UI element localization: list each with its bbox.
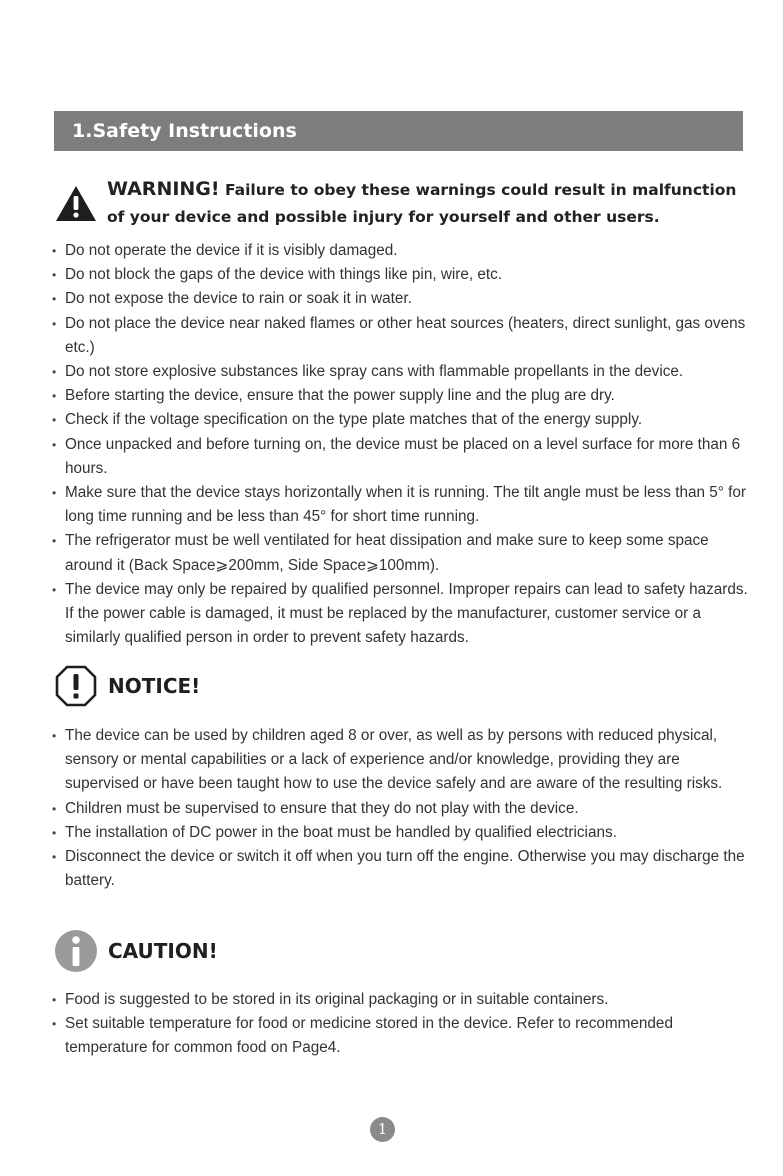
- list-item: • The installation of DC power in the boat must be handled by qualified electricians.: [52, 821, 757, 845]
- list-item: • The device can be used by children aged 8 or over, as well as by persons with reduced physical, sensory or mental capabilities or a lack of experience and/or knowledge, providing they are supervised or have been taught how to use the device safely and are aware of the resulting risks.: [52, 724, 757, 797]
- warning-triangle-icon: [55, 185, 97, 222]
- warning-description: Failure to obey these warnings could result in malfunction of your device and possible injury for yourself and other users.: [107, 181, 737, 226]
- section-title: 1.Safety Instructions: [54, 111, 743, 151]
- page-number: 1: [370, 1117, 395, 1142]
- list-item: • Make sure that the device stays horizontally when it is running. The tilt angle must be less than 5° for long time running and be less than 45° for short time running.: [52, 481, 757, 529]
- exclamation-icon: [54, 664, 98, 708]
- notice-header: [54, 664, 200, 708]
- list-item: • Disconnect the device or switch it off when you turn off the engine. Otherwise you may discharge the battery.: [52, 845, 757, 893]
- caution-header: [54, 929, 218, 973]
- list-item: • Set suitable temperature for food or medicine stored in the device. Refer to recommended temperature for common food on Page4.: [52, 1012, 757, 1060]
- list-item: • Do not store explosive substances like spray cans with flammable propellants in the device.: [52, 360, 757, 384]
- list-item: • Do not expose the device to rain or soak it in water.: [52, 287, 757, 311]
- notice-label: NOTICE!: [108, 674, 201, 698]
- caution-list: [52, 988, 757, 1061]
- caution-label: CAUTION!: [108, 939, 218, 963]
- list-item: • Check if the voltage specification on the type plate matches that of the energy supply.: [52, 408, 757, 432]
- list-item: • Do not operate the device if it is visibly damaged.: [52, 239, 757, 263]
- list-item: • Before starting the device, ensure that the power supply line and the plug are dry.: [52, 384, 757, 408]
- warning-statement: [107, 176, 747, 231]
- list-item: • The refrigerator must be well ventilated for heat dissipation and make sure to keep some space around it (Back Space⩾200mm, Side Space⩾100mm).: [52, 529, 757, 577]
- list-item: • Children must be supervised to ensure that they do not play with the device.: [52, 797, 757, 821]
- list-item: • The device may only be repaired by qualified personnel. Improper repairs can lead to safety hazards. If the power cable is damaged, it must be replaced by the manufacturer, customer service or a similarly qualified person in order to prevent safety hazards.: [52, 578, 757, 651]
- list-item: • Do not place the device near naked flames or other heat sources (heaters, direct sunlight, gas ovens etc.): [52, 312, 757, 360]
- info-icon: [54, 929, 98, 973]
- warning-label: WARNING!: [107, 178, 220, 200]
- list-item: • Once unpacked and before turning on, the device must be placed on a level surface for more than 6 hours.: [52, 433, 757, 481]
- warning-list: [52, 239, 757, 650]
- notice-list: [52, 724, 757, 893]
- list-item: • Food is suggested to be stored in its original packaging or in suitable containers.: [52, 988, 757, 1012]
- list-item: • Do not block the gaps of the device with things like pin, wire, etc.: [52, 263, 757, 287]
